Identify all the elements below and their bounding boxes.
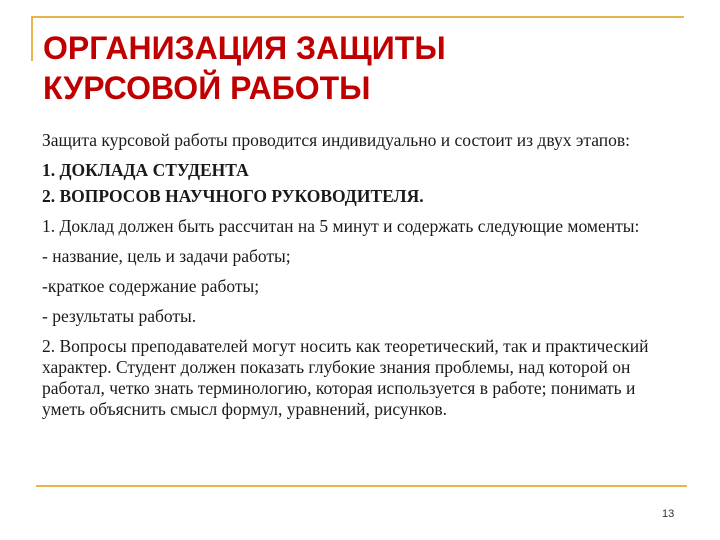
bullet-1: - название, цель и задачи работы; — [42, 246, 291, 266]
slide-body — [42, 130, 682, 429]
frame-bottom-line — [36, 485, 687, 487]
page-number: 13 — [662, 508, 675, 520]
bullet-2: -краткое содержание работы; — [42, 276, 260, 296]
intro-text: Защита курсовой работы проводится индивидуально и состоит из двух этапов: — [42, 130, 631, 150]
frame-left-line — [31, 16, 33, 61]
frame-top-line — [31, 16, 684, 18]
point-1: 1. Доклад должен быть рассчитан на 5 минут и содержать следующие моменты: — [42, 216, 640, 236]
title-line-1: ОРГАНИЗАЦИЯ ЗАЩИТЫ — [43, 30, 446, 66]
point-2: 2. Вопросы преподавателей могут носить как теоретический, так и практический характер. Студент должен показать глубокие знания проблемы, над которой он работал, четко знать терминологию, которая используется в работе; понимать и уметь объяснить смысл формул, уравнений, рисунков. — [42, 336, 649, 419]
stage-1: 1. ДОКЛАДА СТУДЕНТА — [42, 160, 249, 180]
title-line-2: КУРСОВОЙ РАБОТЫ — [43, 70, 371, 106]
stage-2: 2. ВОПРОСОВ НАУЧНОГО РУКОВОДИТЕЛЯ. — [42, 186, 424, 206]
slide-title — [43, 28, 683, 108]
bullet-3: - результаты работы. — [42, 306, 197, 326]
